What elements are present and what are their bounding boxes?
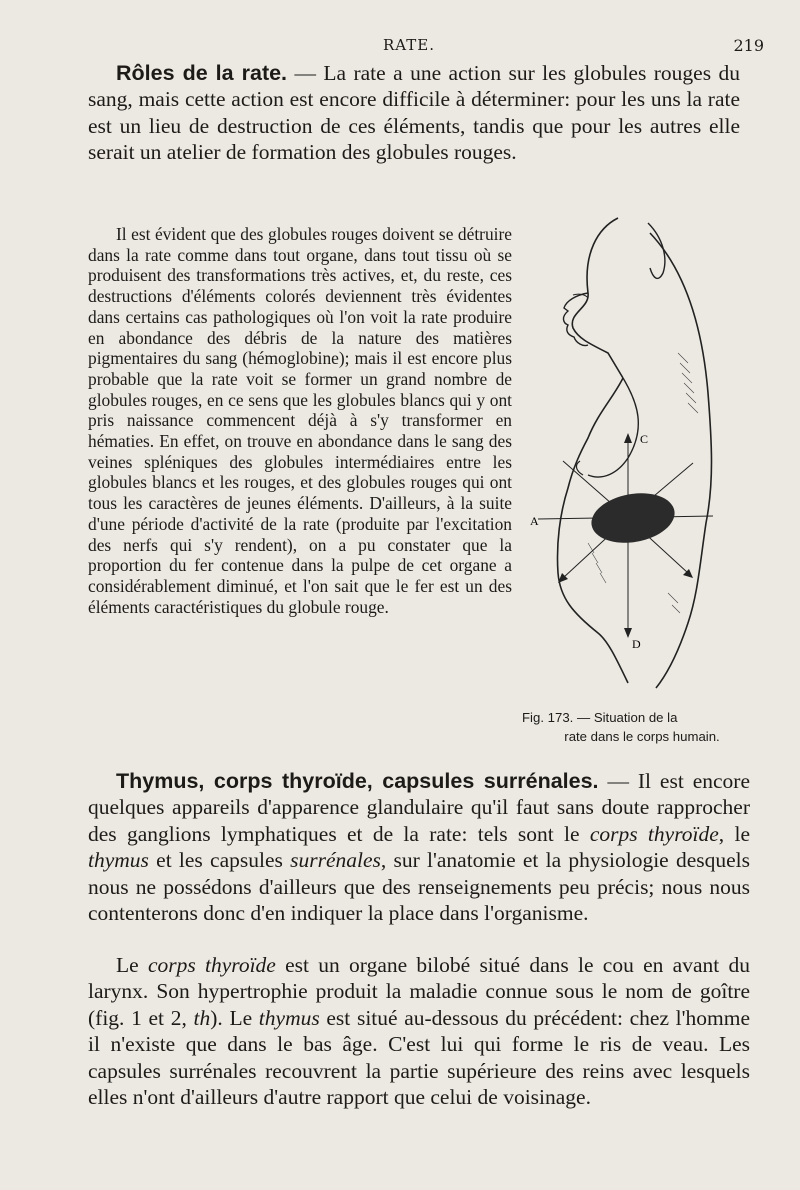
section-heading-thymus: Thymus, corps thyroïde, capsules surrénales. (116, 769, 599, 793)
figure-situation-rate (528, 213, 768, 708)
paragraph-text: — La rate a une action sur les globules rouges du sang, mais cette action est encore difficile à déterminer: pour les uns la rate est un lieu de destruction de ces éléments, tandis que pour les autres elle serait un atelier de formation des globules rouges. (88, 61, 740, 165)
paragraph-destruction-globules: Il est évident que des globules rouges doivent se détruire dans la rate comme dans tout organe, dans tout tissu où se produisent des transformations très actives, et, du reste, ces destructions d'éléments colorés deviennent très évidentes dans certains cas pathologiques où l'on voit la rate produire en abondance des débris de la nature des matières pigmentaires du sang (hémoglobine); mais il est encore plus probable que la rate voit se former un grand nombre de globules rouges, en ce sens que les globules blancs qui y ont pris naissance commencent déjà à s'y transformer en hématies. En effet, on trouve en abondance dans le sang des veines spléniques des globules intermédiaires entre les globules blancs et les rouges, et des globules rouges qui ont tous les caractères de jeunes éléments. D'ailleurs, à la suite d'une période d'activité de la rate (produite par l'excitation des nerfs qui s'y rendent), on a pu constater que la proportion du fer contenue dans la pulpe de cet organe a considérablement diminué, et l'on sait que le fer est un des éléments caractéristiques du globule rouge. (88, 224, 512, 617)
paragraph-text: est un organe bilobé situé dans le cou en avant du larynx. Son hypertrophie produit la maladie connue sous le nom de goître (fig. 1 et 2, (88, 953, 750, 1030)
term-thymus: thymus (258, 1005, 320, 1030)
running-title: RATE. (383, 36, 436, 54)
figure-label-a: A (530, 514, 539, 528)
paragraph-text: ). Le (210, 1005, 259, 1030)
term-thymus: thymus (88, 848, 149, 873)
body-silhouette-illustration (528, 213, 768, 708)
figure-caption (522, 708, 762, 746)
paragraph-thymus (88, 768, 750, 926)
section-heading-roles: Rôles de la rate. (116, 61, 288, 85)
paragraph-text: — Il est encore quelques appareils d'apparence glandulaire qu'il faut sans doute rapprocher des ganglions lymphatiques et de la rate: tels sont le (88, 769, 750, 846)
figure-label-d: D (632, 637, 641, 651)
paragraph-text: Le (116, 953, 148, 977)
page-number: 219 (733, 36, 764, 55)
paragraph-roles-de-la-rate (88, 60, 740, 166)
paragraph-text: , le (718, 821, 750, 846)
term-corps-thyroide: corps thyroïde (589, 821, 719, 846)
term-th: th (193, 1005, 211, 1030)
paragraph-text: est situé au-dessous du précédent: chez l'homme il n'existe que dans le bas âge. C'est lui qui forme le ris de veau. Les capsules surrénales recouvrent la partie supérieure des reins avec lesquels elles n'ont d'ailleurs d'autre rapport que celui de voisinage. (88, 1005, 750, 1110)
paragraph-corps-thyroide (88, 952, 750, 1110)
term-corps-thyroide: corps thyroïde (147, 953, 276, 977)
paragraph-text: , sur l'anatomie et la physiologie desquels nous ne possédons d'ailleurs que des renseignements peu précis; nous nous contenterons donc d'en indiquer la place dans l'organisme. (88, 848, 750, 926)
caption-line-2: rate dans le corps humain. (564, 729, 720, 744)
caption-line-1: Fig. 173. — Situation de la (522, 710, 678, 725)
paragraph-text: et les capsules (148, 848, 291, 873)
running-header (0, 36, 800, 56)
figure-label-c: C (640, 432, 649, 446)
term-surrenales: surrénales (290, 848, 381, 873)
